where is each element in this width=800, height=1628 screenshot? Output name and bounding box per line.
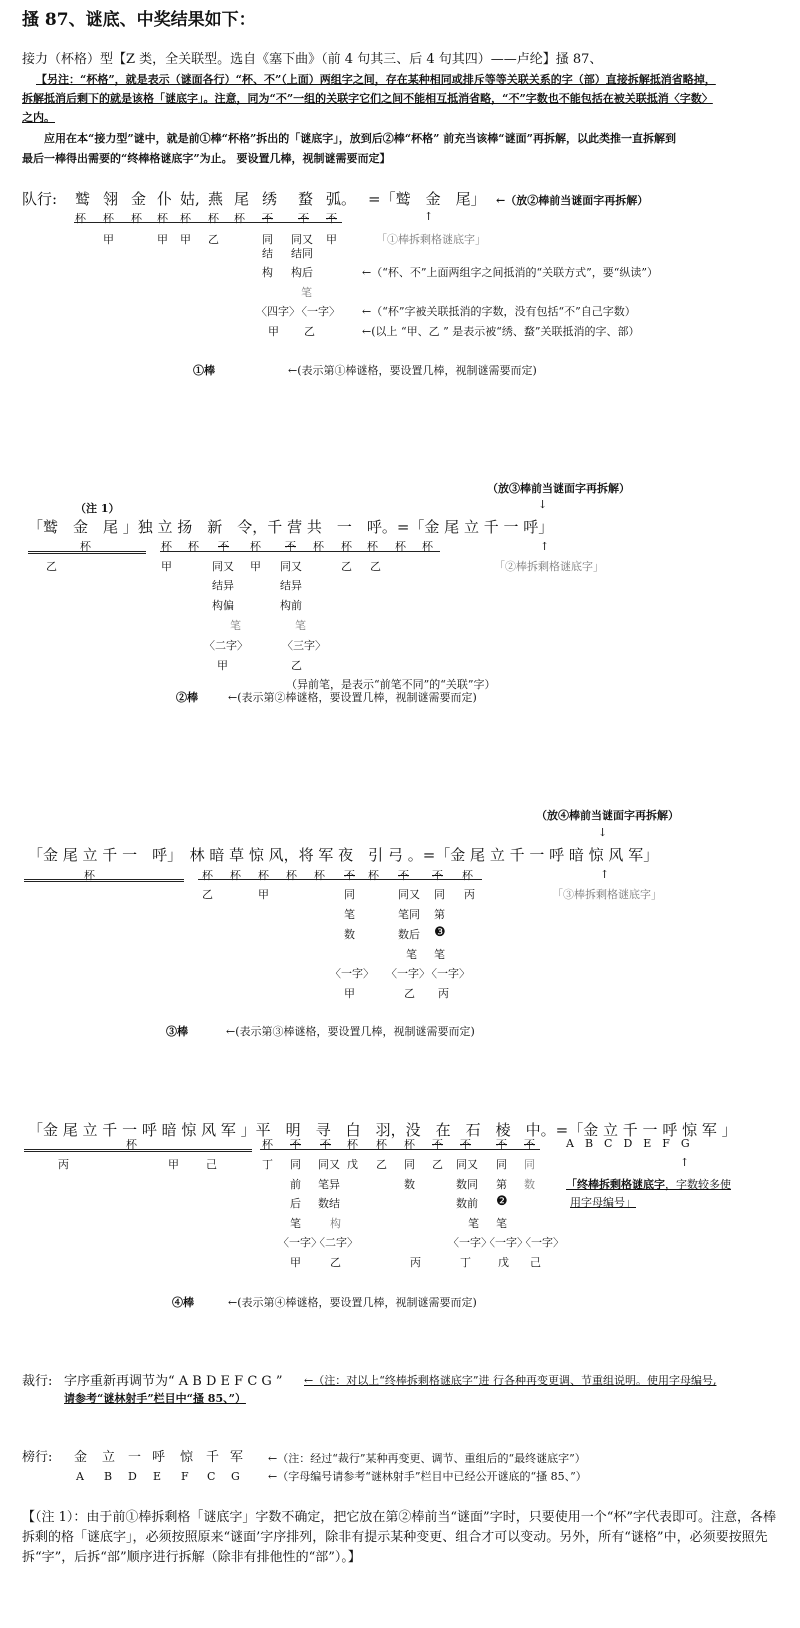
cell: 甲 (250, 560, 261, 573)
arrow-note: ←（“杯”字被关联抵消的字数，没有包括“不”自己字数） (362, 305, 636, 318)
result: 己 (530, 1256, 541, 1269)
mark-bei: 杯 (258, 869, 269, 882)
mark-bei: 杯 (234, 212, 245, 225)
equation: =「鹫 金 尾」 (368, 190, 486, 208)
note-line-3: 之内。 (22, 111, 55, 124)
answer-char: 一 (128, 1450, 142, 1465)
remain-label-2: 用字母编号」 (570, 1196, 636, 1209)
cell: 甲 (161, 560, 172, 573)
note-line-2: 拆解抵消后剩下的就是该格「谜底字」。注意，同为“不”一组的关联字它们之间不能相互抵消省略，“不”字数也不能包括在被关联抵消〈字数〉 (22, 92, 713, 105)
result: 丁 (460, 1256, 471, 1269)
remain-label: 「②棒拆剩格谜底字」 (494, 560, 604, 573)
result: 甲 (268, 325, 279, 338)
mark-bei: 杯 (368, 869, 379, 882)
cell: 笔 (230, 619, 241, 632)
mark-bei: 杯 (395, 540, 406, 553)
mark-bu: 不 (262, 212, 273, 225)
answer-letter: C (207, 1470, 216, 1483)
up-arrow: ↑ (680, 1156, 690, 1169)
bang-note: ←(表示第③棒谜格，要设置几棒，视制谜需要而定) (226, 1025, 475, 1038)
mark-bei: 杯 (262, 1138, 273, 1151)
cai-note-2: 请参考“谜林射手”栏目中“搔 85、”） (64, 1392, 246, 1405)
mark-bu: 不 (320, 1138, 331, 1151)
mark-bei: 杯 (75, 212, 86, 225)
count: 〈一字〉 (296, 305, 340, 318)
remain-label-1 (566, 1178, 731, 1192)
count: 〈三字〉 (282, 639, 326, 652)
para-line-1: 应用在本“接力型”谜中，就是前①棒“杯格”拆出的「谜底字」，放到后②棒“杯格” 前充当该棒“谜面”再拆解，以此类推一直拆解到 (44, 132, 676, 145)
cell: 同 (434, 888, 445, 901)
count: 〈一字〉 (484, 1236, 528, 1249)
cai-note-1: ←（注：对以上“终棒拆剩格谜底字”进 行各种再变更调、节重组说明。使用字母编号, (304, 1374, 717, 1387)
bang-note: ←(表示第②棒谜格，要设置几棒，视制谜需要而定) (228, 691, 477, 704)
mark-bei: 杯 (250, 540, 261, 553)
result: 丙 (410, 1256, 421, 1269)
answer-letter: E (153, 1470, 162, 1483)
result: 戊 (498, 1256, 509, 1269)
result: 甲 (217, 659, 228, 672)
remain-label: 「①棒拆剩格谜底字」 (376, 233, 486, 246)
cell: 乙 (341, 560, 352, 573)
mark-bei: 杯 (367, 540, 378, 553)
cell: 同 (404, 1158, 415, 1171)
row-label-cai: 裁行: (22, 1374, 53, 1389)
cell: 同又 (291, 233, 313, 246)
answer-letter: A (76, 1470, 84, 1483)
cell: 乙 (202, 888, 213, 901)
cell: 笔异 (318, 1178, 340, 1191)
char: 绣 (262, 190, 278, 208)
cell: 甲 (180, 233, 191, 246)
cell: 丙 (464, 888, 475, 901)
cell: 笔 (301, 286, 312, 299)
cell: 笔 (290, 1217, 301, 1230)
mark-bei: 杯 (80, 540, 91, 553)
mark-bei: 杯 (180, 212, 191, 225)
up-arrow: ↑ (540, 540, 550, 553)
top-note: （放④棒前当谜面字再拆解） (536, 809, 679, 822)
mark-bu: 不 (298, 212, 309, 225)
char: 姑, (180, 190, 200, 208)
mark-bu: 不 (398, 869, 409, 882)
cell: 同 (524, 1158, 535, 1171)
mark-bei: 杯 (462, 869, 473, 882)
remain-text-tail: ，字数较多使 (665, 1178, 731, 1191)
bang-label: ③棒 (166, 1025, 188, 1038)
arrow-note: ←(以上 “甲、乙 ” 是表示被“绣、蝥”关联抵消的字、部） (362, 325, 640, 338)
cell: 构后 (291, 266, 313, 279)
down-arrow: ↓ (538, 498, 548, 511)
cell: 同 (496, 1158, 507, 1171)
cell: 己 (206, 1158, 217, 1171)
footnote: 【（注 1）：由于前①棒拆剩格「谜底字」字数不确定，把它放在第②棒前当“谜面”字时，只要使用一个“杯”字代表即可。注意，各棒拆剩的格「谜底字」，必须按照原来“谜面’字序排列，除非有提示某种变更、组合才可以变动。另外，所有“谜格”中，必须要按照先拆“字”，后拆“部”顺序进行拆解（除非有排他性的“部”）。】 (22, 1510, 776, 1565)
result: 乙 (304, 325, 315, 338)
mark-bei: 杯 (422, 540, 433, 553)
cell: 甲 (103, 233, 114, 246)
cell: 乙 (208, 233, 219, 246)
cell: 第 (496, 1178, 507, 1191)
row-label-bang: 榜行: (22, 1450, 53, 1465)
mark-bu: 不 (496, 1138, 507, 1151)
cell: 数同 (456, 1178, 478, 1191)
bang-row-note-2: ←（字母编号请参考“谜林射手”栏目中已经公开谜底的“搔 85、”） (268, 1470, 587, 1483)
mark-bu: 不 (326, 212, 337, 225)
note-right: ←（放②棒前当谜面字再拆解） (496, 194, 649, 207)
mark-bei: 杯 (157, 212, 168, 225)
mark-bu: 不 (432, 869, 443, 882)
mark-bei: 杯 (230, 869, 241, 882)
cell: 丙 (58, 1158, 69, 1171)
cai-text: 字序重新再调节为“ A B D E F C G ” (64, 1374, 283, 1389)
char: 尾 (234, 190, 250, 208)
count: 〈一字〉 (426, 967, 470, 980)
mark-bei: 杯 (313, 540, 324, 553)
mark-bei: 杯 (404, 1138, 415, 1151)
cell: 乙 (46, 560, 57, 573)
count: 〈二字〉 (204, 639, 248, 652)
answer-char: 千 (206, 1450, 220, 1465)
mark-bei: 杯 (286, 869, 297, 882)
mark-bu: 不 (290, 1138, 301, 1151)
mark-bei: 杯 (314, 869, 325, 882)
cell: 笔 (344, 908, 355, 921)
mark-bei: 杯 (376, 1138, 387, 1151)
mark-bu: 不 (524, 1138, 535, 1151)
char: 仆 (157, 190, 173, 208)
bang-label: ④棒 (172, 1296, 194, 1309)
page-title: 搔 87、谜底、中奖结果如下： (22, 10, 256, 30)
puzzle-title: 接力（杯格）型【Z 类，全关联型。选自《塞下曲》（前 4 句其三、后 4 句其四）——卢纶】搔 87、 (22, 52, 603, 67)
cell: 甲 (168, 1158, 179, 1171)
up-arrow: ↑ (600, 868, 610, 881)
mark-bu: 不 (344, 869, 355, 882)
count: 〈一字〉 (386, 967, 430, 980)
mark-bei: 杯 (84, 869, 95, 882)
up-arrow: ↑ (424, 210, 434, 223)
mark-bei: 杯 (208, 212, 219, 225)
mark-bei: 杯 (161, 540, 172, 553)
cell: 甲 (326, 233, 337, 246)
cell: 结 (262, 247, 273, 260)
cell: 笔 (406, 948, 417, 961)
note-line-1: 【另注：“杯格”，就是表示（谜面各行）“杯、不”（上面）两组字之间，存在某种相同或排斥等等关联关系的字（部）直接拆解抵消省略掉， (36, 73, 716, 86)
cell: 乙 (432, 1158, 443, 1171)
remain-label: 「③棒拆剩格谜底字」 (552, 888, 662, 901)
cell: 数 (344, 928, 355, 941)
letter-codes: A B C D E F G (566, 1137, 690, 1150)
divider (24, 879, 184, 882)
answer-char: 金 (74, 1450, 88, 1465)
cell: 构偏 (212, 599, 234, 612)
footnote-ref: （注 1） (75, 502, 120, 515)
result: 乙 (404, 987, 415, 1000)
mark-bei: 杯 (188, 540, 199, 553)
cell: 戊 (347, 1158, 358, 1171)
result: 甲 (344, 987, 355, 1000)
circled-number: ❸ (434, 925, 446, 940)
char: 弧。 (326, 190, 357, 208)
count: 〈一字〉 (520, 1236, 564, 1249)
result: 甲 (290, 1256, 301, 1269)
cell: 笔 (434, 948, 445, 961)
cell: 笔同 (398, 908, 420, 921)
down-arrow: ↓ (598, 826, 608, 839)
cell: 笔 (295, 619, 306, 632)
cell: 数结 (318, 1197, 340, 1210)
remain-text: 「终棒拆剩格谜底字 (566, 1178, 665, 1191)
mark-bu: 不 (285, 540, 296, 553)
answer-letter: B (104, 1470, 113, 1483)
mark-bu: 不 (218, 540, 229, 553)
mark-bei: 杯 (341, 540, 352, 553)
cell: 构 (262, 266, 273, 279)
mark-bei: 杯 (347, 1138, 358, 1151)
answer-letter: G (231, 1470, 240, 1483)
cell: 数后 (398, 928, 420, 941)
cell: 构 (330, 1217, 341, 1230)
cell: 笔 (496, 1217, 507, 1230)
cell: 后 (290, 1197, 301, 1210)
answer-letter: D (128, 1470, 137, 1483)
result: 丙 (438, 987, 449, 1000)
riddle-line: 「鹫 金 尾 」独 立 扬 新 令，千 营 共 一 呼。=「金 尾 立 千 一 呼」 (28, 518, 554, 536)
mark-bu: 不 (432, 1138, 443, 1151)
cell: 乙 (370, 560, 381, 573)
riddle-line: 「金 尾 立 千 一 呼 暗 惊 风 军 」平 明 寻 白 羽，没 在 石 棱 中。=「金 立 千 一 呼 惊 军 」 (28, 1121, 737, 1139)
cell: 第 (434, 908, 445, 921)
cell: 结异 (212, 579, 234, 592)
mark-bei: 杯 (126, 1138, 137, 1151)
mark-bu: 不 (460, 1138, 471, 1151)
mark-bei: 杯 (103, 212, 114, 225)
answer-letter: F (181, 1470, 189, 1483)
cell: 同又 (212, 560, 234, 573)
mark-bei: 杯 (202, 869, 213, 882)
cell: 同又 (398, 888, 420, 901)
cell: 丁 (262, 1158, 273, 1171)
cell: 甲 (157, 233, 168, 246)
bang-note: ←(表示第④棒谜格，要设置几棒，视制谜需要而定) (228, 1296, 477, 1309)
char: 燕 (208, 190, 224, 208)
char: 金 (131, 190, 147, 208)
para-line-2: 最后一棒得出需要的“终棒格谜底字”为止。 要设置几棒，视制谜需要而定】 (22, 152, 391, 165)
result: 乙 (330, 1256, 341, 1269)
count: 〈一字〉 (330, 967, 374, 980)
divider (198, 879, 482, 880)
cell: 构前 (280, 599, 302, 612)
cell: 同又 (280, 560, 302, 573)
explain-note: （异前笔，是表示“前笔不同”的“关联”字） (286, 678, 496, 691)
result: 乙 (291, 659, 302, 672)
cell: 同 (344, 888, 355, 901)
arrow-note: ←（“杯、不”上面两组字之间抵消的“关联方式”，要“纵读”） (362, 266, 658, 279)
cell: 笔 (468, 1217, 479, 1230)
char: 鹫 (75, 190, 91, 208)
cell: 同又 (456, 1158, 478, 1171)
cell: 同 (262, 233, 273, 246)
char: 蝥 (298, 190, 314, 208)
count: 〈一字〉 (448, 1236, 492, 1249)
bang-note: ←(表示第①棒谜格，要设置几棒，视制谜需要而定) (288, 364, 537, 377)
divider (160, 551, 440, 552)
divider (260, 1149, 540, 1150)
cell: 数 (404, 1178, 415, 1191)
cell: 结异 (280, 579, 302, 592)
riddle-line: 「金 尾 立 千 一 呼」 林 暗 草 惊 风，将 军 夜 引 弓 。=「金 尾 立 千 一 呼 暗 惊 风 军」 (28, 846, 659, 864)
divider (24, 1149, 252, 1152)
bang-label: ①棒 (193, 364, 215, 377)
cell: 同 (290, 1158, 301, 1171)
cell: 甲 (258, 888, 269, 901)
cell: 前 (290, 1178, 301, 1191)
mark-bei: 杯 (131, 212, 142, 225)
count: 〈二字〉 (314, 1236, 358, 1249)
divider (28, 551, 146, 554)
cell: 数前 (456, 1197, 478, 1210)
top-note: （放③棒前当谜面字再拆解） (487, 482, 630, 495)
cell: 乙 (376, 1158, 387, 1171)
circled-number: ❷ (496, 1194, 508, 1209)
cell: 同又 (318, 1158, 340, 1171)
divider (74, 222, 342, 223)
answer-char: 军 (230, 1450, 244, 1465)
bang-label: ②棒 (176, 691, 198, 704)
cell: 结同 (291, 247, 313, 260)
row-label-dui: 队行: (22, 190, 58, 208)
cell: 数 (524, 1178, 535, 1191)
answer-char: 惊 (180, 1450, 194, 1465)
char: 翎 (103, 190, 119, 208)
answer-char: 呼 (152, 1450, 166, 1465)
count: 〈四字〉 (256, 305, 300, 318)
answer-char: 立 (102, 1450, 116, 1465)
count: 〈一字〉 (278, 1236, 322, 1249)
bang-row-note-1: ←（注：经过“裁行”某种再变更、调节、重组后的“最终谜底字”） (268, 1452, 586, 1465)
